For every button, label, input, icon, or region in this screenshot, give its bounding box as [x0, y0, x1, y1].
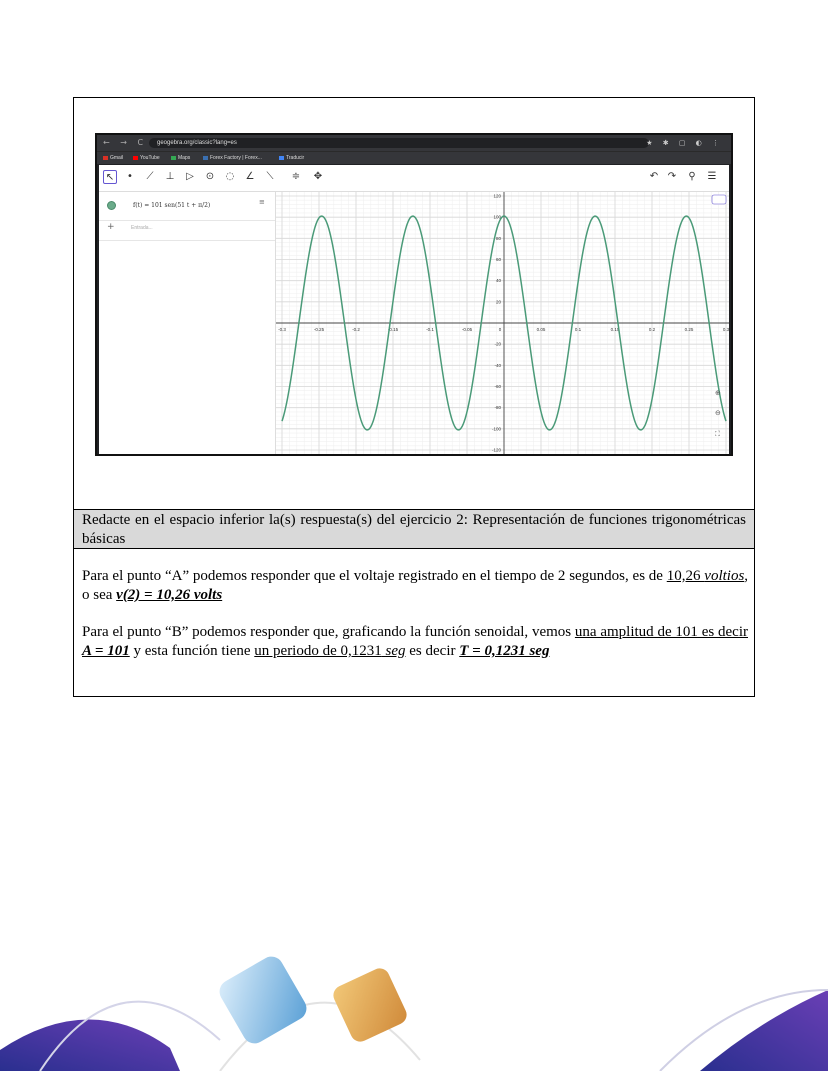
- blue-tile: [215, 952, 311, 1048]
- x-tick-label: -0.2: [352, 327, 360, 332]
- circle-tool-icon[interactable]: ⊙: [205, 171, 215, 182]
- y-tick-label: 40: [495, 278, 501, 284]
- move-tool-icon[interactable]: ↖: [103, 170, 117, 184]
- answer-b-middle: y esta función tiene: [133, 643, 251, 659]
- exercise-prompt: Redacte en el espacio inferior la(s) respuesta(s) del ejercicio 2: Representación de funciones trigonométricas básicas: [74, 509, 754, 549]
- move-view-tool-icon[interactable]: ✥: [313, 171, 323, 182]
- orange-tile: [330, 965, 410, 1045]
- y-tick-label: -40: [494, 362, 501, 368]
- y-tick-label: -60: [494, 384, 501, 389]
- y-tick-label: 120: [493, 193, 501, 199]
- point-tool-icon[interactable]: •: [127, 171, 133, 182]
- geogebra-screenshot: [95, 133, 733, 456]
- polygon-tool-icon[interactable]: ▷: [186, 171, 194, 182]
- menu-icon[interactable]: ☰: [707, 171, 717, 182]
- x-tick-label: 0.1: [574, 327, 582, 332]
- search-icon[interactable]: ⚲: [688, 171, 696, 182]
- zoom-in-icon: ⊕: [715, 389, 721, 397]
- y-tick-label: 80: [495, 235, 501, 241]
- y-tick-label: 60: [495, 257, 501, 262]
- x-tick-label: -0.1: [426, 327, 434, 332]
- answer-b-period-math: T = 0,1231 seg: [459, 643, 550, 659]
- answer-b-amplitude: una amplitud de 101 es decir A = 101: [82, 624, 748, 659]
- x-tick-label: -0.15: [387, 327, 399, 332]
- answer-b-decir: es decir: [409, 643, 456, 659]
- perpendicular-tool-icon[interactable]: ⊥: [165, 171, 175, 182]
- x-tick-label: 0.3: [722, 327, 729, 332]
- bookmark-forex[interactable]: Forex Factory | Forex...: [203, 152, 262, 164]
- document-frame: [73, 97, 755, 697]
- angle-tool-icon[interactable]: ∠: [245, 171, 255, 182]
- browser-nav-icons: ← → C: [103, 138, 148, 147]
- algebra-view: [99, 192, 276, 454]
- algebra-row-f[interactable]: [99, 192, 275, 221]
- browser-tabbar: [97, 135, 731, 151]
- style-bar-toggle: [712, 195, 726, 204]
- add-icon[interactable]: +: [107, 222, 115, 232]
- answer-b-period: un periodo de 0,1231 seg: [254, 643, 406, 659]
- purple-swoosh-right: [700, 990, 828, 1071]
- x-tick-label: 0.25: [684, 327, 694, 332]
- line-tool-icon[interactable]: ⟋: [146, 171, 154, 182]
- x-tick-label: 0.15: [610, 327, 620, 332]
- address-bar[interactable]: [149, 138, 649, 148]
- bookmarks-bar: [97, 151, 731, 164]
- y-tick-label: -120: [491, 447, 501, 453]
- undo-icon[interactable]: ↶: [649, 171, 659, 182]
- x-tick-label: 0.2: [648, 327, 656, 332]
- answer-a-value: 10,26 voltios: [666, 568, 745, 584]
- x-tick-label: 0: [498, 327, 502, 332]
- bookmark-traducir[interactable]: Traducir: [279, 152, 304, 164]
- y-tick-label: 100: [493, 214, 501, 220]
- slider-tool-icon[interactable]: ≑: [291, 171, 301, 182]
- algebra-input-placeholder: Entrada...: [131, 225, 153, 231]
- answer-a-paragraph: [82, 567, 748, 605]
- algebra-input-row[interactable]: [99, 220, 275, 241]
- browser-extension-icons: ★ ✱ ▢ ◐ ⋮: [646, 139, 723, 147]
- answer-b-intro: Para el punto “B” podemos responder que, graficando la función senoidal, vemos: [82, 624, 572, 640]
- bookmark-youtube[interactable]: YouTube: [133, 152, 160, 164]
- fullscreen-icon: ⛶: [715, 430, 720, 438]
- footer-decoration: [0, 930, 828, 1071]
- answer-b-paragraph: [82, 623, 748, 661]
- x-tick-label: 0.05: [536, 327, 546, 332]
- y-tick-label: -100: [491, 426, 501, 432]
- x-tick-label: -0.25: [313, 327, 325, 332]
- conic-tool-icon[interactable]: ◌: [225, 171, 235, 182]
- graphics-view[interactable]: [276, 192, 729, 454]
- answer-a-math: v(2) = 10,26 volts: [116, 587, 223, 603]
- zoom-out-icon: ⊖: [715, 409, 721, 417]
- redo-icon[interactable]: ↷: [667, 171, 677, 182]
- purple-swoosh-left: [0, 1019, 180, 1071]
- x-tick-label: -0.05: [461, 327, 473, 332]
- function-graph[interactable]: [276, 192, 729, 454]
- bookmark-gmail[interactable]: Gmail: [103, 152, 123, 164]
- answer-a-connector: , o sea: [82, 568, 749, 603]
- geogebra-app: [99, 165, 729, 454]
- y-tick-label: 20: [495, 299, 501, 305]
- answer-a-intro: Para el punto “A” podemos responder que el voltaje registrado en el tiempo de 2 segundos, es de: [82, 568, 663, 584]
- reflect-tool-icon[interactable]: ⟍: [266, 171, 274, 182]
- address-bar-url: geogebra.org/classic?lang=es: [157, 140, 237, 146]
- geogebra-toolbar: [99, 165, 729, 192]
- y-tick-label: -80: [494, 405, 501, 411]
- function-definition: f(t) = 101 sen(51 t + π/2): [133, 202, 211, 209]
- algebra-options-icon[interactable]: ≡: [259, 198, 265, 206]
- y-tick-label: -20: [494, 341, 501, 347]
- x-tick-label: -0.3: [278, 327, 286, 332]
- bookmark-maps[interactable]: Maps: [171, 152, 190, 164]
- visibility-toggle-icon[interactable]: [107, 201, 116, 210]
